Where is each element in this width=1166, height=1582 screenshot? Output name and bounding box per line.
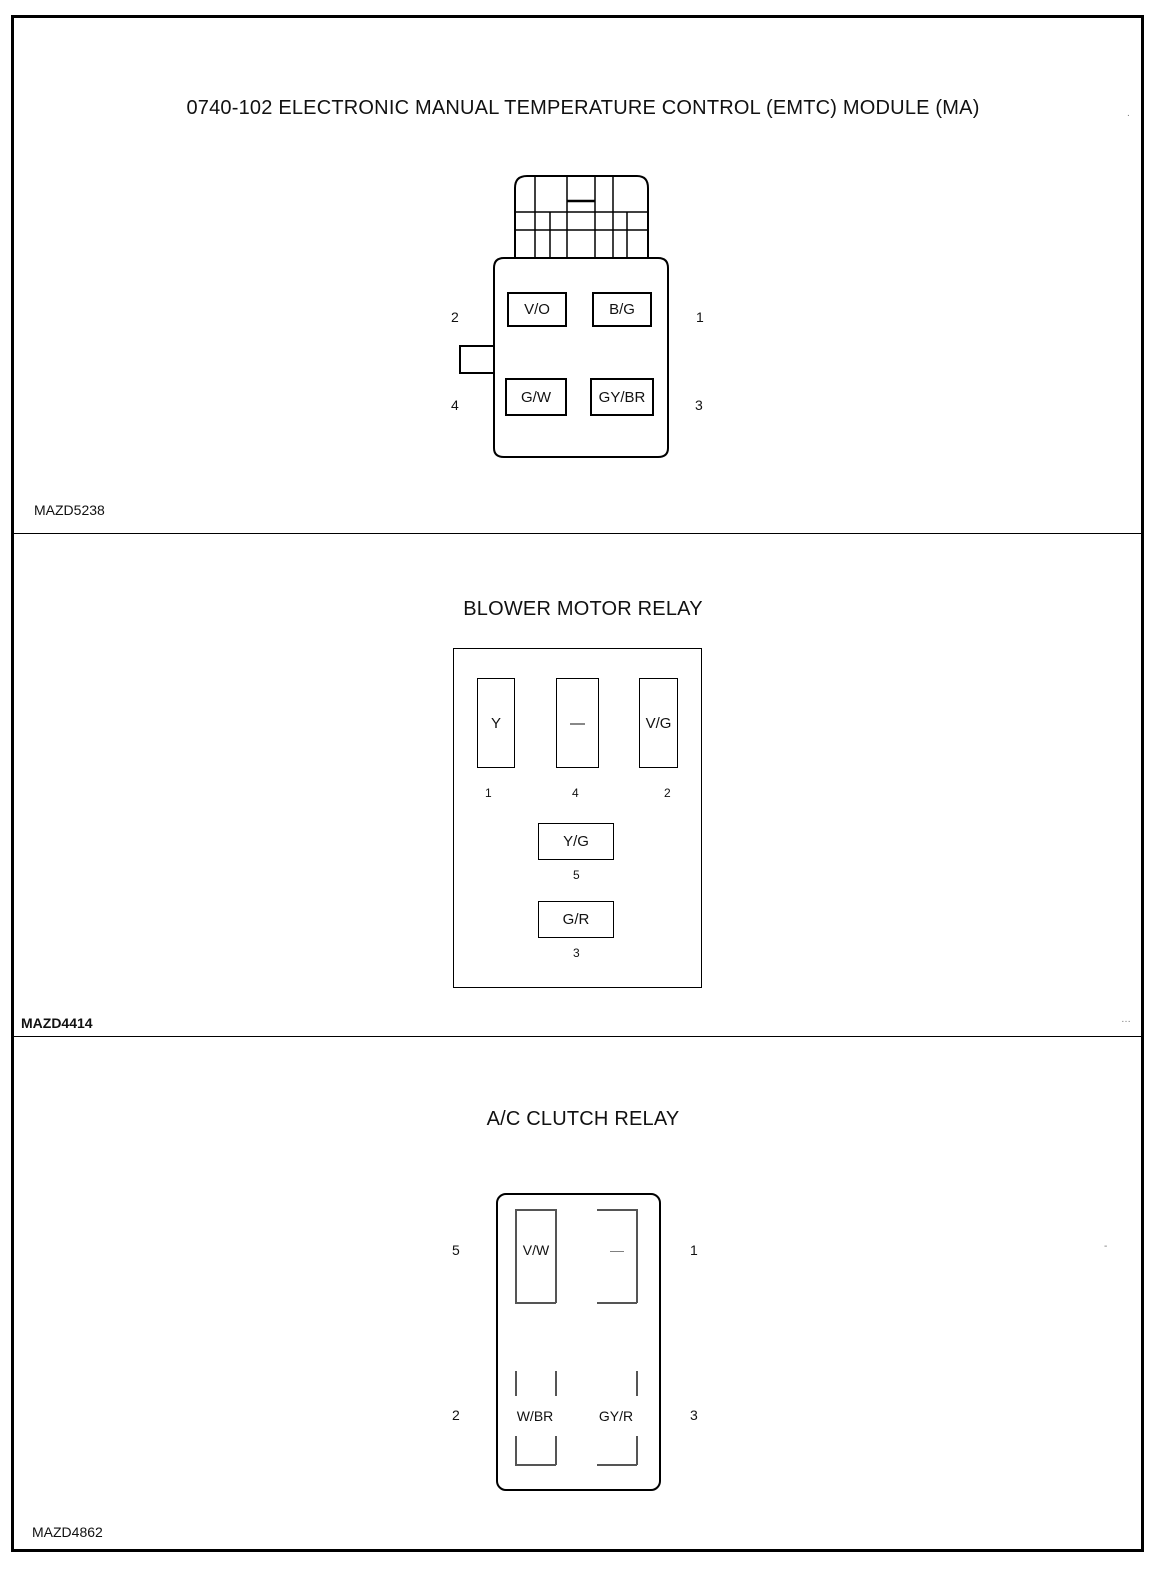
ac-terminal-1: — — [598, 1230, 636, 1270]
blower-terminal-1: Y — [477, 678, 515, 768]
ac-pin-3-number: 3 — [690, 1407, 698, 1423]
emtc-pin-1-number: 1 — [696, 309, 704, 325]
ac-pin-5-number: 5 — [452, 1242, 460, 1258]
stray-mark: . — [1127, 108, 1130, 119]
emtc-pin-2-number: 2 — [451, 309, 459, 325]
blower-pin-1-number: 1 — [485, 786, 492, 800]
ac-terminal-2-outline — [515, 1464, 556, 1466]
blower-relay-title: BLOWER MOTOR RELAY — [463, 598, 703, 620]
ac-terminal-2: W/BR — [511, 1396, 559, 1436]
ac-terminal-5-outline — [555, 1209, 557, 1303]
ac-terminal-3: GY/R — [594, 1396, 638, 1436]
ac-terminal-5: V/W — [517, 1230, 555, 1270]
blower-terminal-4: — — [556, 678, 599, 768]
blower-figure-code: MAZD4414 — [21, 1015, 93, 1031]
ac-clutch-relay-title: A/C CLUTCH RELAY — [486, 1108, 680, 1130]
emtc-terminal-4: G/W — [505, 378, 567, 416]
section-divider — [11, 533, 1144, 534]
ac-terminal-1-outline — [636, 1209, 638, 1303]
emtc-terminal-3: GY/BR — [590, 378, 654, 416]
blower-terminal-5: Y/G — [538, 823, 614, 860]
ac-clutch-figure-code: MAZD4862 — [32, 1524, 103, 1540]
blower-terminal-2: V/G — [639, 678, 678, 768]
ac-pin-2-number: 2 — [452, 1407, 460, 1423]
ac-terminal-1-outline — [597, 1302, 637, 1304]
emtc-title: 0740-102 ELECTRONIC MANUAL TEMPERATURE CONTROL (EMTC) MODULE (MA) — [186, 97, 980, 119]
ac-terminal-5-outline — [515, 1302, 556, 1304]
blower-pin-2-number: 2 — [664, 786, 671, 800]
ac-terminal-3-outline — [597, 1464, 637, 1466]
stray-mark: … — [1121, 1014, 1131, 1025]
stray-mark: - — [1104, 1241, 1108, 1252]
section-divider — [11, 1036, 1144, 1037]
blower-pin-3-number: 3 — [573, 946, 580, 960]
blower-terminal-3: G/R — [538, 901, 614, 938]
ac-terminal-1-outline — [597, 1209, 637, 1211]
emtc-figure-code: MAZD5238 — [34, 502, 105, 518]
emtc-terminal-1: B/G — [592, 292, 652, 327]
emtc-pin-4-number: 4 — [451, 397, 459, 413]
emtc-terminal-2: V/O — [507, 292, 567, 327]
blower-pin-4-number: 4 — [572, 786, 579, 800]
ac-pin-1-number: 1 — [690, 1242, 698, 1258]
emtc-pin-3-number: 3 — [695, 397, 703, 413]
ac-terminal-5-outline — [515, 1209, 556, 1211]
blower-pin-5-number: 5 — [573, 868, 580, 882]
